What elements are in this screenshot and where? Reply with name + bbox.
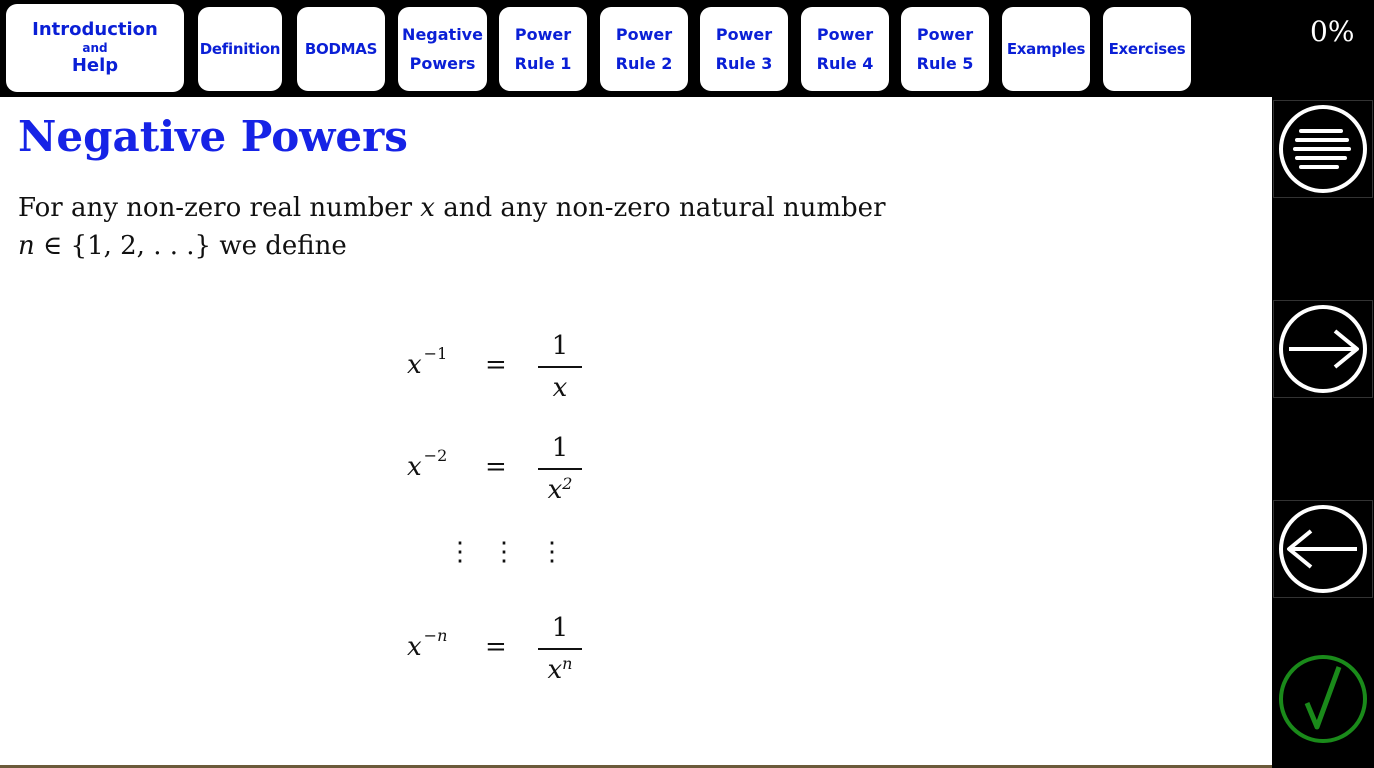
tab-label-line: Power — [615, 25, 673, 44]
tab-label-line: Rule 5 — [916, 54, 974, 73]
tab-label: Definition — [199, 39, 281, 58]
fraction — [538, 612, 582, 686]
denominator — [538, 654, 582, 686]
variable-x: x — [420, 193, 435, 223]
back-button[interactable] — [1273, 500, 1373, 598]
arrow-right-icon — [1277, 303, 1369, 395]
tab-label-line: Power — [816, 25, 874, 44]
numerator: 1 — [551, 331, 569, 361]
check-button[interactable] — [1273, 650, 1373, 748]
fraction-bar — [538, 468, 582, 470]
tab-examples[interactable] — [1002, 7, 1090, 91]
tab-power-rule-2[interactable] — [600, 7, 688, 91]
math-exponent: −1 — [423, 344, 448, 363]
equals-sign: = — [485, 632, 507, 662]
exponent-variable: n — [437, 626, 448, 645]
tab-label-line: Rule 4 — [816, 54, 874, 73]
tab-label-line: Power — [916, 25, 974, 44]
tab-power-rule-5[interactable] — [901, 7, 989, 91]
math-base: x — [407, 452, 422, 482]
tab-definition[interactable] — [198, 7, 282, 91]
fraction-bar — [538, 366, 582, 368]
text-segment: ∈ {1, 2, . . .} we define — [34, 231, 347, 261]
equals-sign: = — [485, 350, 507, 380]
equation-lhs — [407, 446, 448, 482]
equation-lhs — [407, 626, 448, 662]
math-exponent: 2 — [562, 474, 573, 493]
next-button[interactable] — [1273, 300, 1373, 398]
tab-label-line: Power — [715, 25, 773, 44]
tab-negative-powers[interactable] — [398, 7, 487, 91]
equals-sign: = — [485, 452, 507, 482]
tab-exercises[interactable] — [1103, 7, 1191, 91]
tab-label: BODMAS — [304, 39, 378, 58]
fraction-bar — [538, 648, 582, 650]
math-base: x — [547, 655, 563, 685]
math-exponent: −2 — [423, 446, 448, 465]
right-sidebar — [1272, 97, 1374, 768]
math-base: x — [407, 350, 422, 380]
tab-bodmas[interactable] — [297, 7, 385, 91]
vertical-ellipsis: ⋮ — [491, 537, 517, 567]
page-title: Negative Powers — [18, 112, 408, 161]
text-segment: and any non-zero natural number — [434, 193, 886, 223]
slide-content — [0, 97, 1272, 768]
variable-n: n — [18, 231, 35, 261]
text-segment: For any non-zero real number — [18, 193, 421, 223]
menu-icon — [1277, 103, 1369, 195]
denominator — [538, 372, 582, 404]
progress-percent: 0% — [1310, 15, 1355, 48]
fraction — [538, 432, 582, 506]
tab-label-line: Rule 2 — [615, 54, 673, 73]
tab-label-line: Help — [71, 55, 119, 76]
arrow-left-icon — [1277, 503, 1369, 595]
tab-label-line: Introduction — [32, 19, 158, 40]
numerator: 1 — [551, 613, 569, 643]
tab-label: Exercises — [1108, 39, 1186, 58]
tab-introduction-and-help[interactable] — [6, 4, 184, 92]
tab-label-line: Rule 1 — [514, 54, 572, 73]
math-exponent: n — [562, 654, 573, 673]
vertical-ellipsis: ⋮ — [447, 537, 473, 567]
denominator — [538, 474, 582, 506]
tab-label-line: Power — [514, 25, 572, 44]
math-base: x — [547, 475, 563, 505]
tab-label-line: Rule 3 — [715, 54, 773, 73]
tab-power-rule-3[interactable] — [700, 7, 788, 91]
math-exponent: −n — [423, 626, 448, 645]
tab-label: Examples — [1006, 39, 1086, 58]
vertical-ellipsis: ⋮ — [539, 537, 565, 567]
math-base: x — [552, 373, 568, 403]
numerator: 1 — [551, 433, 569, 463]
fraction — [538, 330, 582, 404]
tab-label-line: and — [82, 41, 108, 55]
tab-power-rule-4[interactable] — [801, 7, 889, 91]
top-navigation-bar — [0, 0, 1374, 97]
definition-text — [18, 189, 998, 265]
math-base: x — [407, 632, 422, 662]
equation-lhs — [407, 344, 448, 380]
tab-label-line: Powers — [409, 54, 476, 73]
tab-label-line: Negative — [402, 25, 483, 44]
check-icon — [1277, 653, 1369, 745]
menu-button[interactable] — [1273, 100, 1373, 198]
tab-power-rule-1[interactable] — [499, 7, 587, 91]
